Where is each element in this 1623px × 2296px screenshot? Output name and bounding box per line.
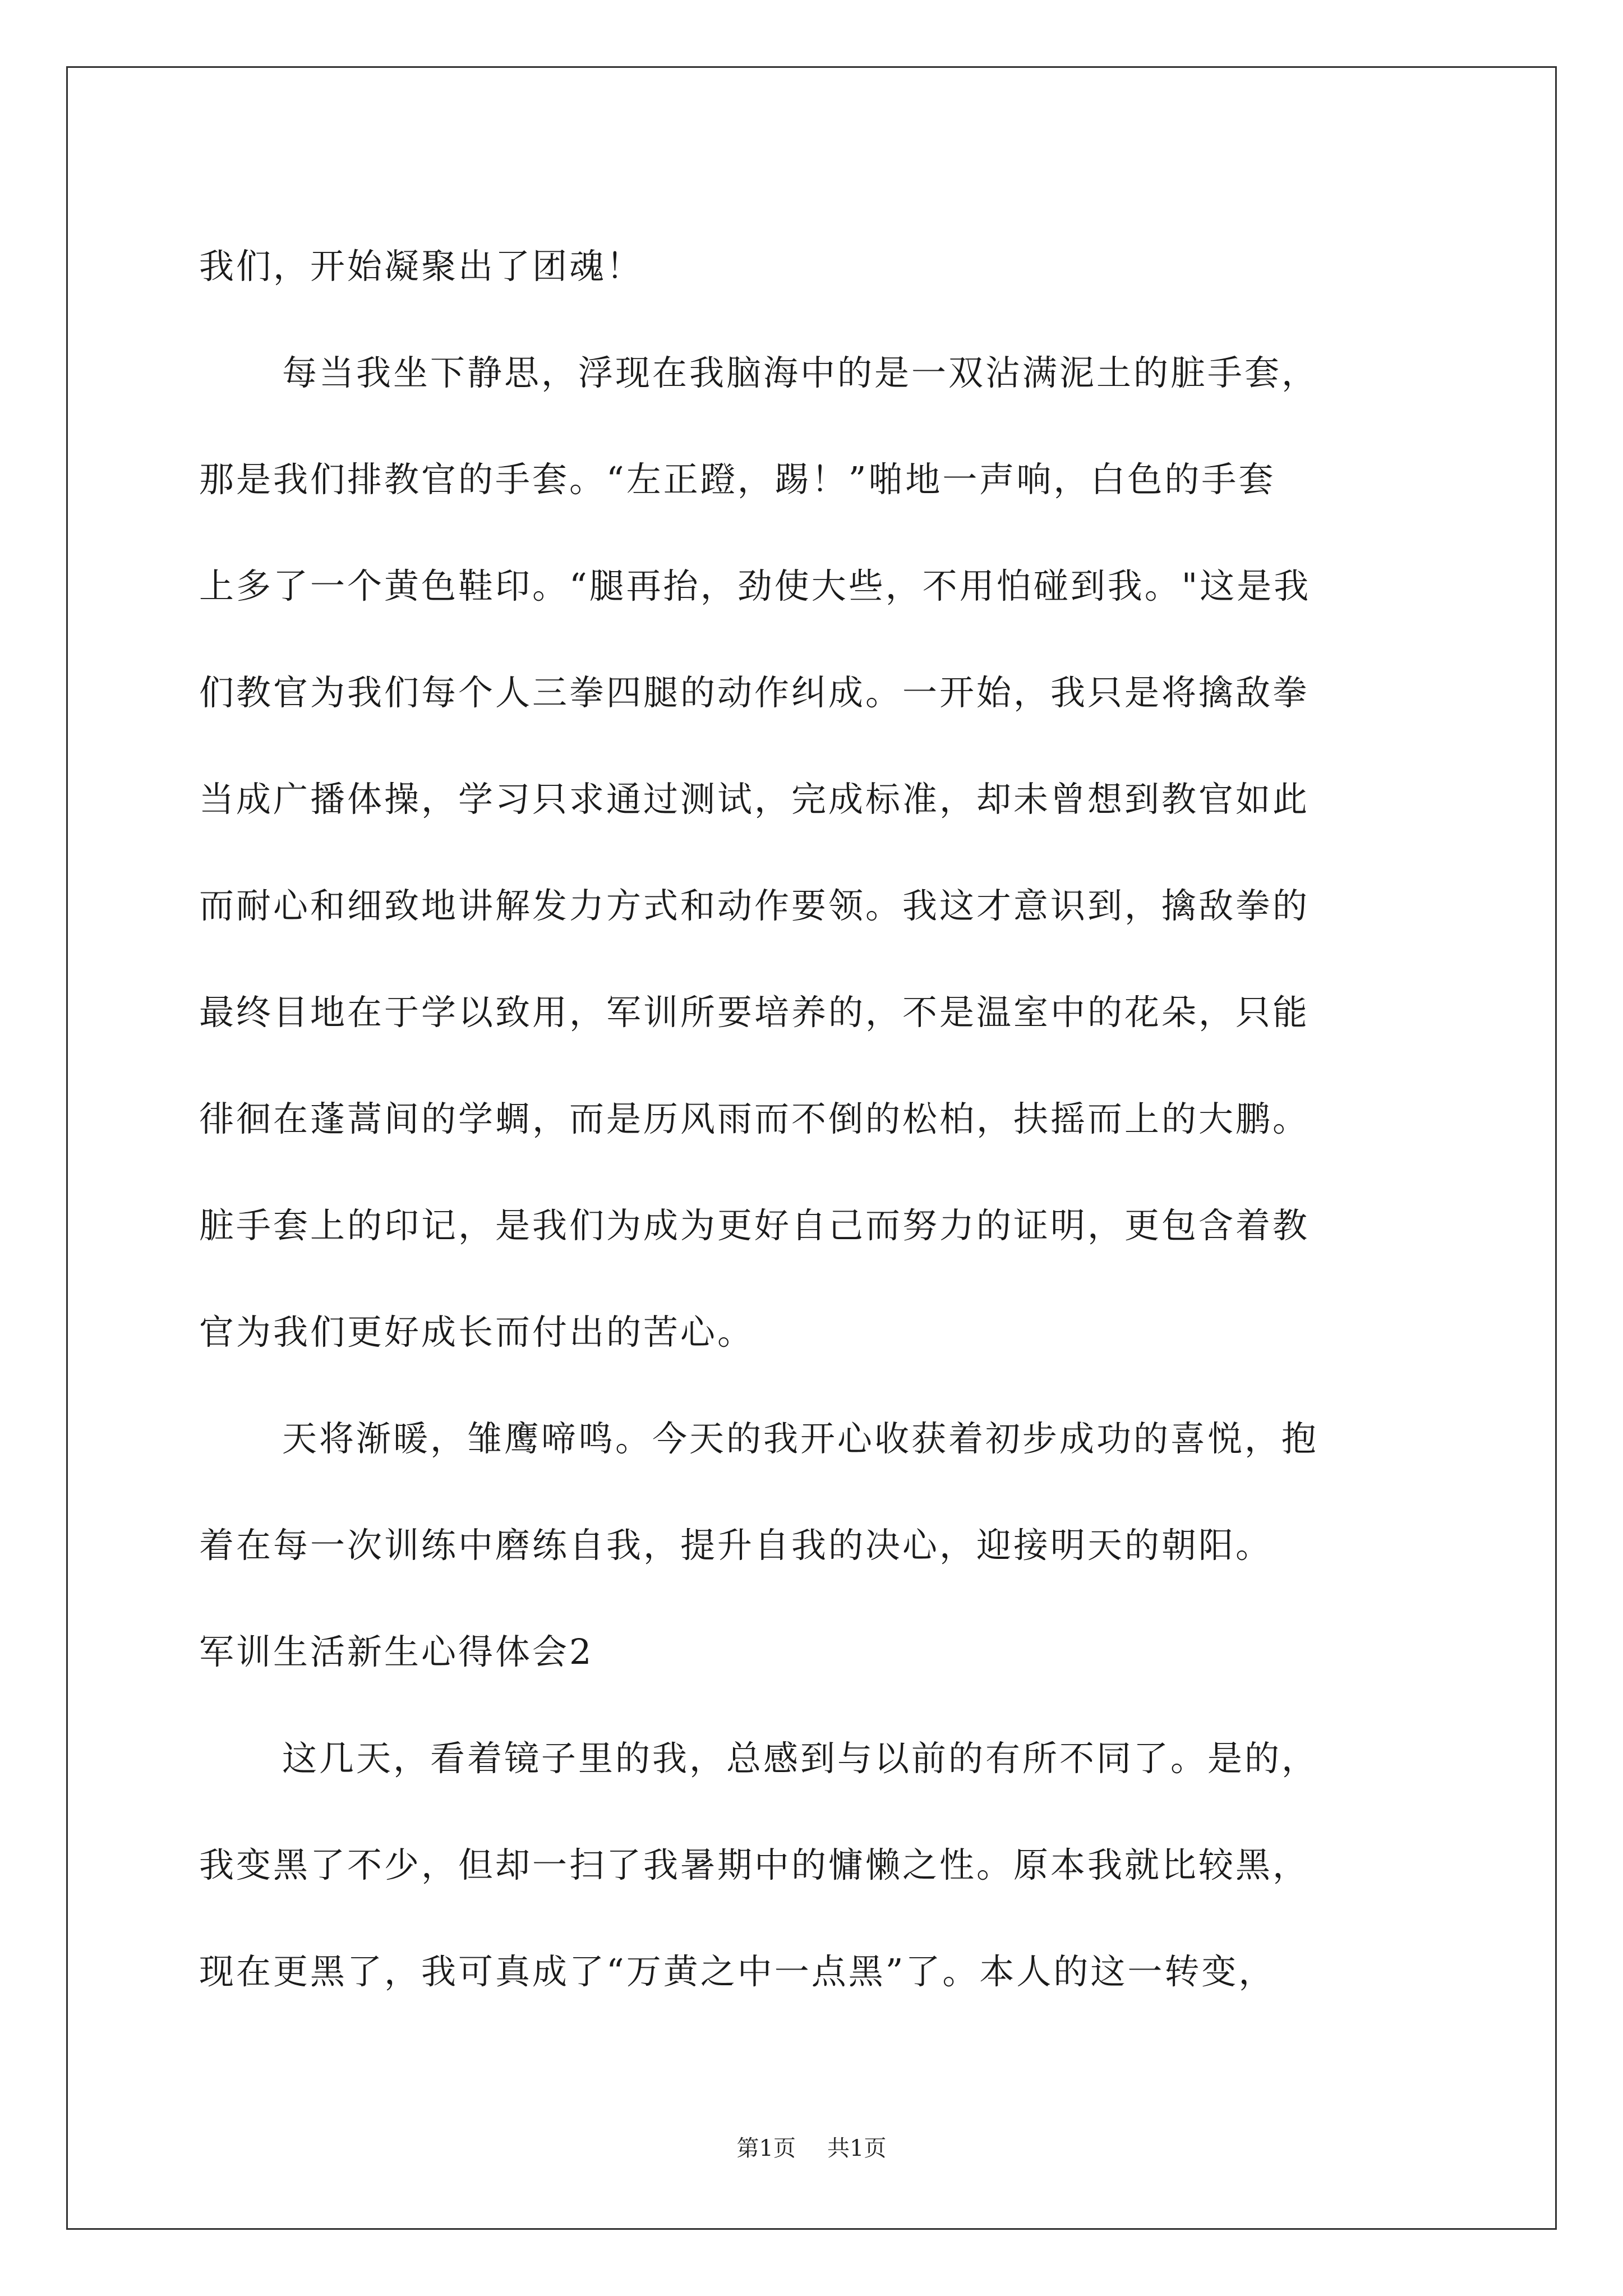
text-line: 着在每一次训练中磨练自我，提升自我的决心，迎接明天的朝阳。 (199, 1525, 1273, 1566)
text-line: 而耐心和细致地讲解发力方式和动作要领。我这才意识到，擒敌拳的 (199, 885, 1310, 926)
text-line: 每当我坐下静思，浮现在我脑海中的是一双沾满泥土的脏手套， (282, 352, 1319, 393)
section-heading: 军训生活新生心得体会2 (199, 1631, 594, 1672)
text-line: 官为我们更好成长而付出的苦心。 (199, 1312, 755, 1352)
text-line: 我变黑了不少，但却一扫了我暑期中的慵懒之性。原本我就比较黑， (199, 1844, 1310, 1885)
text-line: 们教官为我们每个人三拳四腿的动作纠成。一开始，我只是将擒敌拳 (199, 672, 1310, 713)
document-body (199, 213, 1427, 2025)
text-line: 天将渐暖，雏鹰啼鸣。今天的我开心收获着初步成功的喜悦，抱 (282, 1418, 1319, 1459)
text-line: 最终目地在于学以致用，军训所要培养的，不是温室中的花朵，只能 (199, 992, 1310, 1033)
text-line: 我们，开始凝聚出了团魂！ (199, 246, 644, 287)
text-line: 当成广播体操，学习只求通过测试，完成标准，却未曾想到教官如此 (199, 779, 1310, 820)
text-line: 徘徊在蓬蒿间的学蜩，而是历风雨而不倒的松柏，扶摇而上的大鹏。 (199, 1098, 1310, 1139)
text-line: 脏手套上的印记，是我们为成为更好自己而努力的证明，更包含着教 (199, 1205, 1310, 1246)
page-footer (0, 2132, 1623, 2165)
text-line: 上多了一个黄色鞋印。“腿再抬，劲使大些，不用怕碰到我。"这是我 (199, 565, 1311, 606)
text-line: 现在更黑了，我可真成了“万黄之中一点黑”了。本人的这一转变， (199, 1951, 1276, 1992)
text-line: 这几天，看着镜子里的我，总感到与以前的有所不同了。是的， (282, 1738, 1319, 1779)
page-number-current: 第1页 (736, 2136, 796, 2161)
page-number-total: 共1页 (827, 2136, 887, 2161)
text-line: 那是我们排教官的手套。“左正蹬，踢！”啪地一声响，白色的手套 (199, 459, 1276, 500)
